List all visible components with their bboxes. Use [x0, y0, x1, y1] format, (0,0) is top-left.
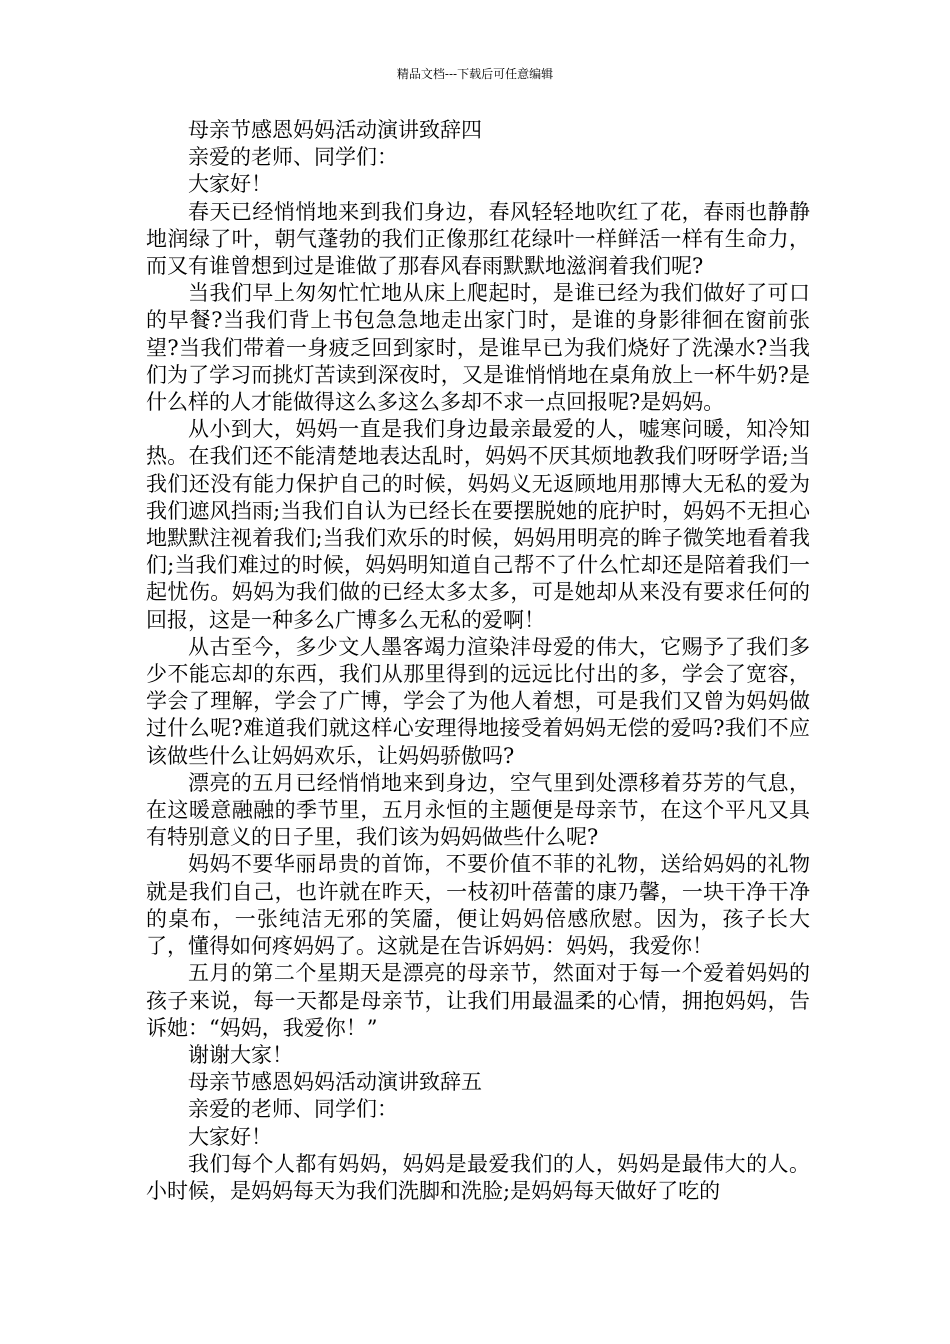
salutation: 亲爱的老师、同学们： — [188, 1097, 398, 1122]
salutation: 亲爱的老师、同学们： — [188, 145, 398, 170]
greeting: 大家好！ — [188, 172, 272, 197]
paragraph: 当我们早上匆匆忙忙地从床上爬起时，是谁已经为我们做好了可口的早餐?当我们背上书包急急地走出家门时，是谁的身影徘徊在窗前张望?当我们带着一身疲乏回到家时，是谁早已为我们烧好了洗澡水?当我们为了学习而挑灯苦读到深夜时，又是谁悄悄地在桌角放上一杯牛奶?是什么样的人才能做得这么多这么多却不求一点回报呢?是妈妈。 — [146, 281, 810, 415]
speech-title: 母亲节感恩妈妈活动演讲致辞四 — [188, 118, 482, 142]
closing-thanks: 谢谢大家！ — [188, 1042, 293, 1067]
paragraph: 春天已经悄悄地来到我们身边，春风轻轻地吹红了花，春雨也静静地润绿了叶，朝气蓬勃的我们正像那红花绿叶一样鲜活一样有生命力，而又有谁曾想到过是谁做了那春风春雨默默地滋润着我们呢? — [146, 199, 810, 279]
paragraph: 我们每个人都有妈妈，妈妈是最爱我们的人，妈妈是最伟大的人。小时候，是妈妈每天为我们洗脚和洗脸;是妈妈每天做好了吃的 — [146, 1151, 810, 1203]
greeting: 大家好！ — [188, 1124, 272, 1149]
paragraph: 五月的第二个星期天是漂亮的母亲节，然面对于每一个爱着妈妈的孩子来说，每一天都是母亲节，让我们用最温柔的心情，拥抱妈妈，告诉她：“妈妈，我爱你！” — [146, 961, 810, 1040]
paragraph: 从小到大，妈妈一直是我们身边最亲最爱的人，嘘寒问暖，知冷知热。在我们还不能清楚地表达乱时，妈妈不厌其烦地教我们呀呀学语;当我们还没有能力保护自己的时候，妈妈义无返顾地用那博大无私的爱为我们遮风挡雨;当我们自认为已经长在要摆脱她的庇护时，妈妈不无担心地默默注视着我们;当我们欢乐的时候，妈妈用明亮的眸子微笑地看着我们;当我们难过的时候，妈妈明知道自己帮不了什么忙却还是陪着我们一起忧伤。妈妈为我们做的已经太多太多，可是她却从来没有要求任何的回报，这是一种多么广博多么无私的爱啊！ — [146, 417, 810, 632]
paragraph: 妈妈不要华丽昂贵的首饰，不要价值不菲的礼物，送给妈妈的礼物就是我们自己，也许就在昨天，一枝初叶蓓蕾的康乃馨，一块干净干净的桌布，一张纯洁无邪的笑靥，便让妈妈倍感欣慰。因为，孩子长大了，懂得如何疼妈妈了。这就是在告诉妈妈：妈妈，我爱你！ — [146, 852, 810, 959]
document-body — [146, 117, 810, 1205]
paragraph: 漂亮的五月已经悄悄地来到身边，空气里到处漂移着芬芳的气息，在这暖意融融的季节里，五月永恒的主题便是母亲节，在这个平凡又具有特别意义的日子里，我们该为妈妈做些什么呢? — [146, 770, 810, 850]
page-header: 精品文档---下载后可任意编辑 — [396, 67, 554, 81]
speech-title: 母亲节感恩妈妈活动演讲致辞五 — [188, 1070, 482, 1095]
paragraph: 从古至今，多少文人墨客竭力渲染沣母爱的伟大，它赐予了我们多少不能忘却的东西，我们从那里得到的远远比付出的多，学会了宽容，学会了理解，学会了广博，学会了为他人着想，可是我们又曾为妈妈做过什么呢?难道我们就这样心安理得地接受着妈妈无偿的爱吗?我们不应该做些什么让妈妈欢乐，让妈妈骄傲吗? — [146, 634, 810, 768]
